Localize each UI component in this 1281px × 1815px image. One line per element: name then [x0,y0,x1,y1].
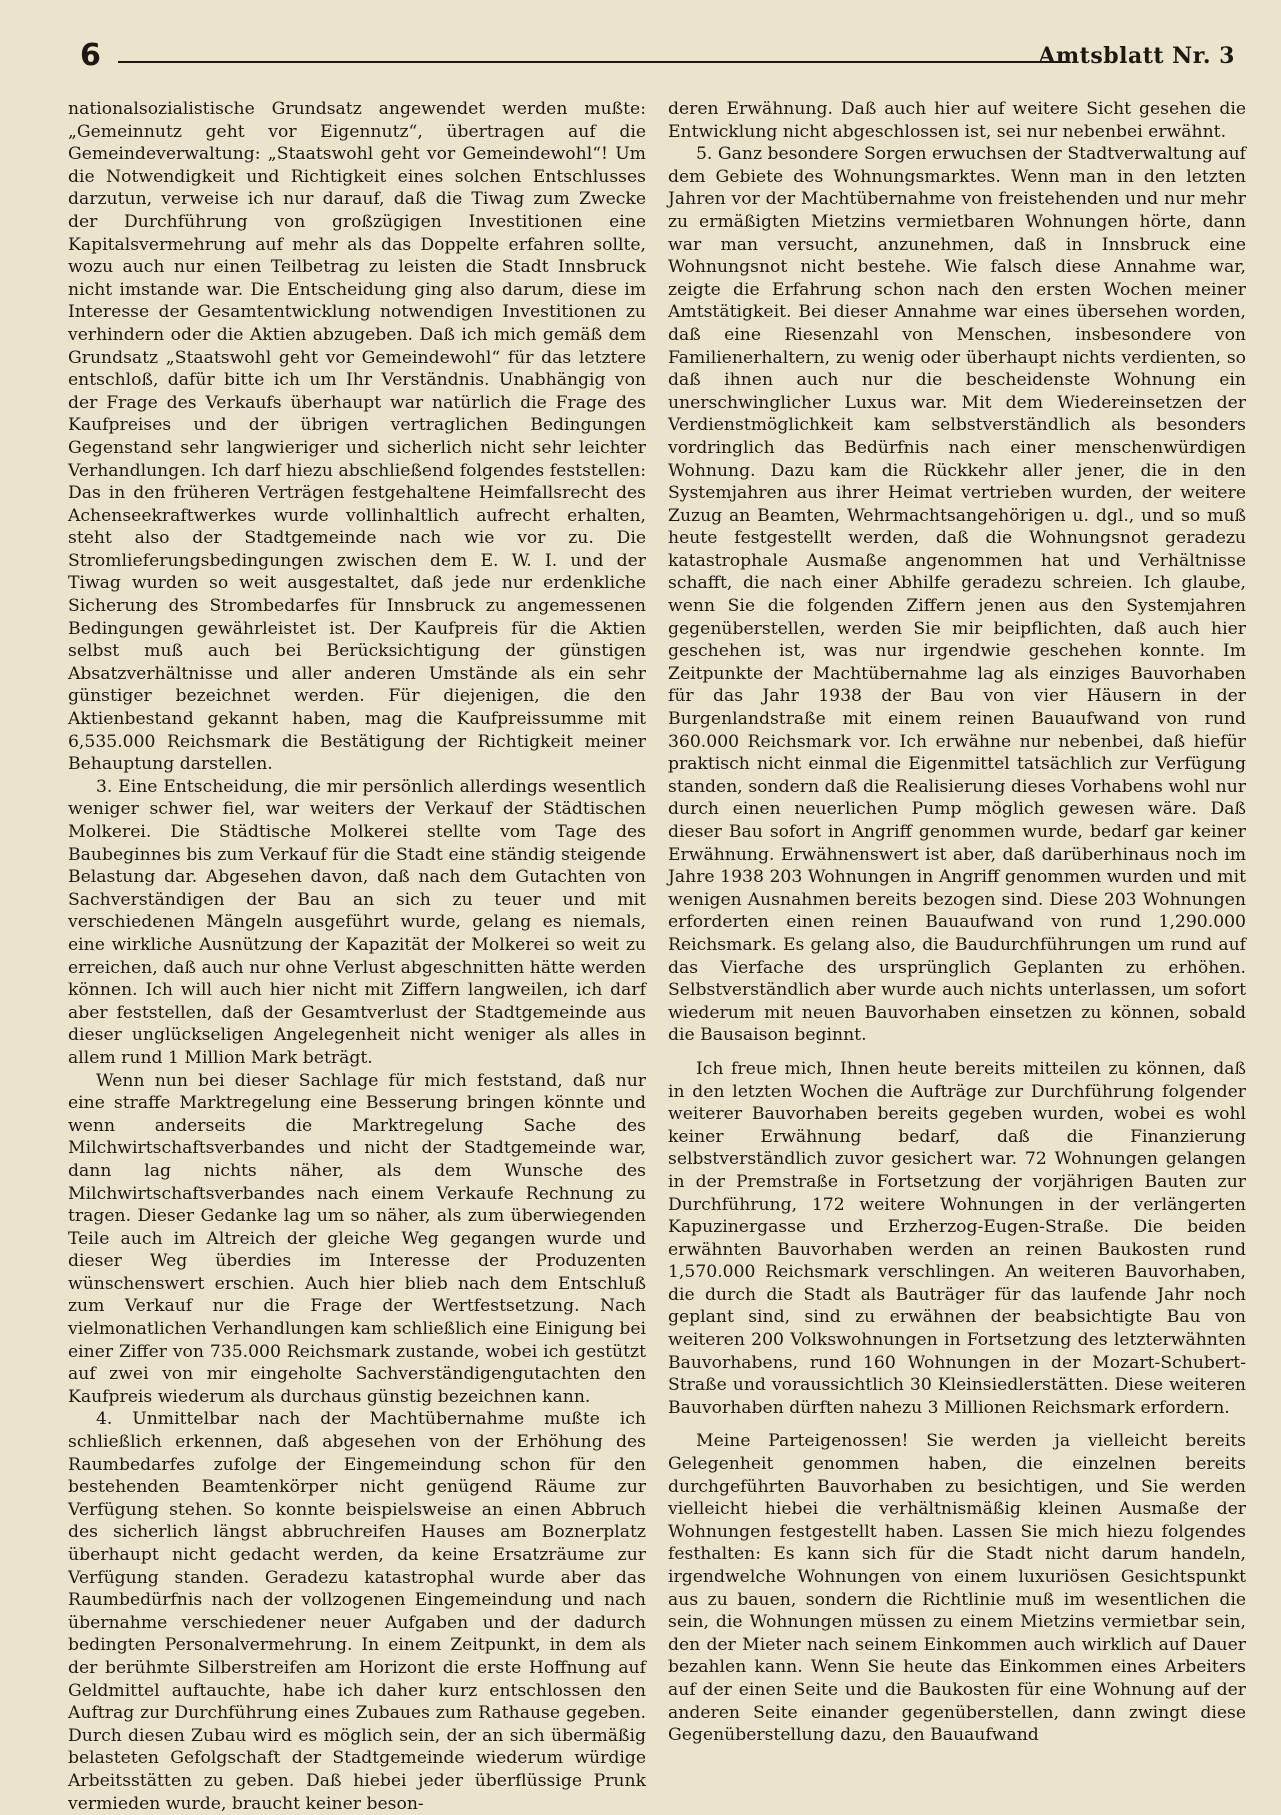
paragraph: deren Erwähnung. Daß auch hier auf weitere Sicht gesehen die Entwicklung nicht abgeschlossen ist, sei nur nebenbei erwähnt. [668,99,1246,142]
header-rule [118,61,1067,63]
paragraph: 4. Unmittelbar nach der Machtübernahme mußte ich schließlich erkennen, daß abgesehen von der Erhöhung des Raumbedarfes zufolge der Eingemeindung schon für den bestehenden Beamtenkörper nicht genügend Räume zur Verfügung stehen. So konnte beispielsweise an einen Abbruch des sicherlich längst abbruchreifen Hauses am Boznerplatz überhaupt nicht gedacht werden, da keine Ersatzräume zur Verfügung standen. Geradezu katastrophal wurde aber das Raumbedürfnis nach der vollzogenen Eingemeindung und nach übernahme verschiedener neuer Aufgaben und der dadurch bedingten Personalvermehrung. In einem Zeitpunkt, in dem als der berühmte Silberstreifen am Horizont die erste Hoffnung auf Geldmittel auftauchte, habe ich daher kurz entschlossen den Auftrag zur Durchführung eines Zubaues zum Rathause gegeben. Durch diesen Zubau wird es möglich sein, der an sich übermäßig belasteten Gefolgschaft der Stadtgemeinde wiederum würdige Arbeitsstätten zu geben. Daß hiebei jeder überflüssige Prunk vermieden wurde, braucht keiner beson- [68,1409,646,1814]
paragraph: Ich freue mich, Ihnen heute bereits mitteilen zu können, daß in den letzten Wochen die Aufträge zur Durchführung folgender weiterer Bauvorhaben bereits gegeben wurden, wobei es wohl keiner Erwähnung bedarf, daß die Finanzierung selbstverständlich zuvor gesichert war. 72 Wohnungen gelangen in der Premstraße in Fortsetzung der vorjährigen Bauten zur Durchführung, 172 weitere Wohnungen in der verlängerten Kapuzinergasse und Erzherzog-Eugen-Straße. Die beiden erwähnten Bauvorhaben werden an reinen Baukosten rund 1,570.000 Reichsmark verschlingen. An weiteren Bauvorhaben, die durch die Stadt als Bauträger für das laufende Jahr noch geplant sind, sind zu erwähnen der beabsichtigte Bau von weiteren 200 Volkswohnungen in Fortsetzung des letzterwähnten Bauvorhabens, rund 160 Wohnungen in der Mozart-Schubert-Straße und voraussichtlich 30 Kleinsiedlerstätten. Diese weiteren Bauvorhaben dürften nahezu 3 Millionen Reichsmark erfordern. [668,1058,1246,1418]
page-number: 6 [80,38,101,73]
paragraph: 5. Ganz besondere Sorgen erwuchsen der Stadtverwaltung auf dem Gebiete des Wohnungsmarktes. Wenn man in den letzten Jahren vor der Machtübernahme von freistehenden und nur mehr zu ermäßigten Mietzins vermietbaren Wohnungen hörte, dann war man versucht, anzunehmen, daß in Innsbruck eine Wohnungsnot nicht bestehe. Wie falsch diese Annahme war, zeigte die Erfahrung schon nach den ersten Wochen meiner Amtstätigkeit. Bei dieser Annahme war eines übersehen worden, daß eine Riesenzahl von Menschen, insbesondere von Familienerhaltern, zu wenig oder überhaupt nichts verdienten, so daß ihnen auch nur die bescheidenste Wohnung ein unerschwinglicher Luxus war. Mit dem Wiedereinsetzen der Verdienstmöglichkeit kam selbstverständlich als besonders vordringlich das Bedürfnis nach einer menschenwürdigen Wohnung. Dazu kam die Rückkehr aller jener, die in den Systemjahren aus ihrer Heimat vertrieben wurden, der weitere Zuzug an Beamten, Wehrmachtsangehörigen u. dgl., und so muß heute festgestellt werden, daß die Wohnungsnot geradezu katastrophale Ausmaße angenommen hat und Verhältnisse schafft, die nach einer Abhilfe geradezu schreien. Ich glaube, wenn Sie die folgenden Ziffern jenen aus den Systemjahren gegenüberstellen, werden Sie mir beipflichten, daß auch hier geschehen ist, was nur irgendwie geschehen konnte. Im Zeitpunkte der Machtübernahme lag als einziges Bauvorhaben für das Jahr 1938 der Bau von vier Häusern in der Burgenlandstraße mit einem reinen Bauaufwand von rund 360.000 Reichsmark vor. Ich erwähne nur nebenbei, daß hiefür praktisch nicht einmal die Eigenmittel tatsächlich zur Verfügung standen, sondern daß die Realisierung dieses Vorhabens wohl nur durch einen neuerlichen Pump möglich gewesen wäre. Daß dieser Bau sofort in Angriff genommen wurde, bedarf gar keiner Erwähnung. Erwähnenswert ist aber, daß darüberhinaus noch im Jahre 1938 203 Wohnungen in Angriff genommen wurden und mit wenigen Ausnahmen bereits bezogen sind. Diese 203 Wohnungen erforderten einen reinen Bauaufwand von rund 1,290.000 Reichsmark. Es gelang also, die Baudurchführungen um rund auf das Vierfache des ursprünglich Geplanten zu erhöhen. Selbstverständlich aber wurde auch nichts unterlassen, um sofort wiederum mit neuen Bauvorhaben einsetzen zu können, sobald die Bausaison beginnt. [668,144,1246,1046]
paragraph: nationalsozialistische Grundsatz angewendet werden mußte: „Gemeinnutz geht vor Eigennutz“, übertragen auf die Gemeindeverwaltung: „Staatswohl geht vor Gemeindewohl“! Um die Notwendigkeit und Richtigkeit eines solchen Entschlusses darzutun, verweise ich nur darauf, daß die Tiwag zum Zwecke der Durchführung von großzügigen Investitionen eine Kapitalsvermehrung auf mehr als das Doppelte erfahren sollte, wozu auch nur einen Teilbetrag zu leisten die Stadt Innsbruck nicht imstande war. Die Entscheidung ging also darum, diese im Interesse der Gesamtentwicklung notwendigen Investitionen zu verhindern oder die Aktien abzugeben. Daß ich mich gemäß dem Grundsatz „Staatswohl geht vor Gemeindewohl“ für das letztere entschloß, dafür bitte ich um Ihr Verständnis. Unabhängig von der Frage des Verkaufs überhaupt war natürlich die Frage des Kaufpreises und der übrigen vertraglichen Bedingungen Gegenstand sehr langwieriger und sicherlich nicht sehr leichter Verhandlungen. Ich darf hiezu abschließend folgendes feststellen: Das in den früheren Verträgen festgehaltene Heimfallsrecht des Achenseekraftwerkes wurde vollinhaltlich aufrecht erhalten, steht also der Stadtgemeinde nach wie vor zu. Die Stromlieferungsbedingungen zwischen dem E. W. I. und der Tiwag wurden so weit ausgestaltet, daß jede nur erdenkliche Sicherung des Strombedarfes für Innsbruck zu angemessenen Bedingungen gewährleistet ist. Der Kaufpreis für die Aktien selbst muß auch bei Berücksichtigung der günstigen Absatzverhältnisse und aller anderen Umstände als ein sehr günstiger bezeichnet werden. Für diejenigen, die den Aktienbestand gekannt haben, mag die Kaufpreissumme mit 6,535.000 Reichsmark die Bestätigung der Richtigkeit meiner Behauptung darstellen. [68,99,646,775]
right-column [668,98,1246,1746]
left-column [68,98,646,1814]
paragraph: 3. Eine Entscheidung, die mir persönlich allerdings wesentlich weniger schwer fiel, war weiters der Verkauf der Städtischen Molkerei. Die Städtische Molkerei stellte vom Tage des Baubeginnes bis zum Verkauf für die Stadt eine ständig steigende Belastung dar. Abgesehen davon, daß nach dem Gutachten von Sachverständigen der Bau an sich zu teuer und mit verschiedenen Mängeln ausgeführt wurde, gelang es niemals, eine wirkliche Ausnützung der Kapazität der Molkerei so weit zu erreichen, daß auch nur ohne Verlust abgeschnitten hätte werden können. Ich will auch hier nicht mit Ziffern langweilen, ich darf aber feststellen, daß der Gesamtverlust der Stadtgemeinde aus dieser unglückseligen Angelegenheit nicht weniger als alles in allem rund 1 Million Mark beträgt. [68,776,646,1068]
paragraph: Meine Parteigenossen! Sie werden ja vielleicht bereits Gelegenheit genommen haben, die einzelnen bereits durchgeführten Bauvorhaben zu besichtigen, und Sie werden vielleicht hiebei die verhältnismäßig kleinen Ausmaße der Wohnungen festgestellt haben. Lassen Sie mich hiezu folgendes festhalten: Es kann sich für die Stadt nicht darum handeln, irgendwelche Wohnungen von einem luxuriösen Gesichtspunkt aus zu bauen, sondern die Richtlinie muß im wesentlichen die sein, die Wohnungen müssen zu einem Mietzins vermietbar sein, den der Mieter nach seinem Einkommen auch wirklich auf Dauer bezahlen kann. Wenn Sie heute das Einkommen eines Arbeiters auf der einen Seite und die Baukosten für eine Wohnung auf der anderen Seite einander gegenüberstellen, dann zwingt diese Gegenüberstellung dazu, den Bauaufwand [668,1431,1246,1746]
page-header [80,36,1235,76]
publication-title: Amtsblatt Nr. 3 [1038,43,1235,69]
paragraph: Wenn nun bei dieser Sachlage für mich feststand, daß nur eine straffe Marktregelung eine Besserung bringen könnte und wenn anderseits die Marktregelung Sache des Milchwirtschaftsverbandes und nicht der Stadtgemeinde war, dann lag nichts näher, als dem Wunsche des Milchwirtschaftsverbandes nach einem Verkaufe Rechnung zu tragen. Dieser Gedanke lag um so näher, als zum überwiegenden Teile auch im Altreich der gleiche Weg gegangen wurde und dieser Weg überdies im Interesse der Produzenten wünschenswert erschien. Auch hier blieb nach dem Entschluß zum Verkauf nur die Frage der Wertfestsetzung. Nach vielmonatlichen Verhandlungen kam schließlich eine Einigung bei einer Ziffer von 735.000 Reichsmark zustande, wobei ich gestützt auf zwei von mir eingeholte Sachverständigengutachten den Kaufpreis wiederum als durchaus günstig bezeichnen kann. [68,1070,646,1407]
